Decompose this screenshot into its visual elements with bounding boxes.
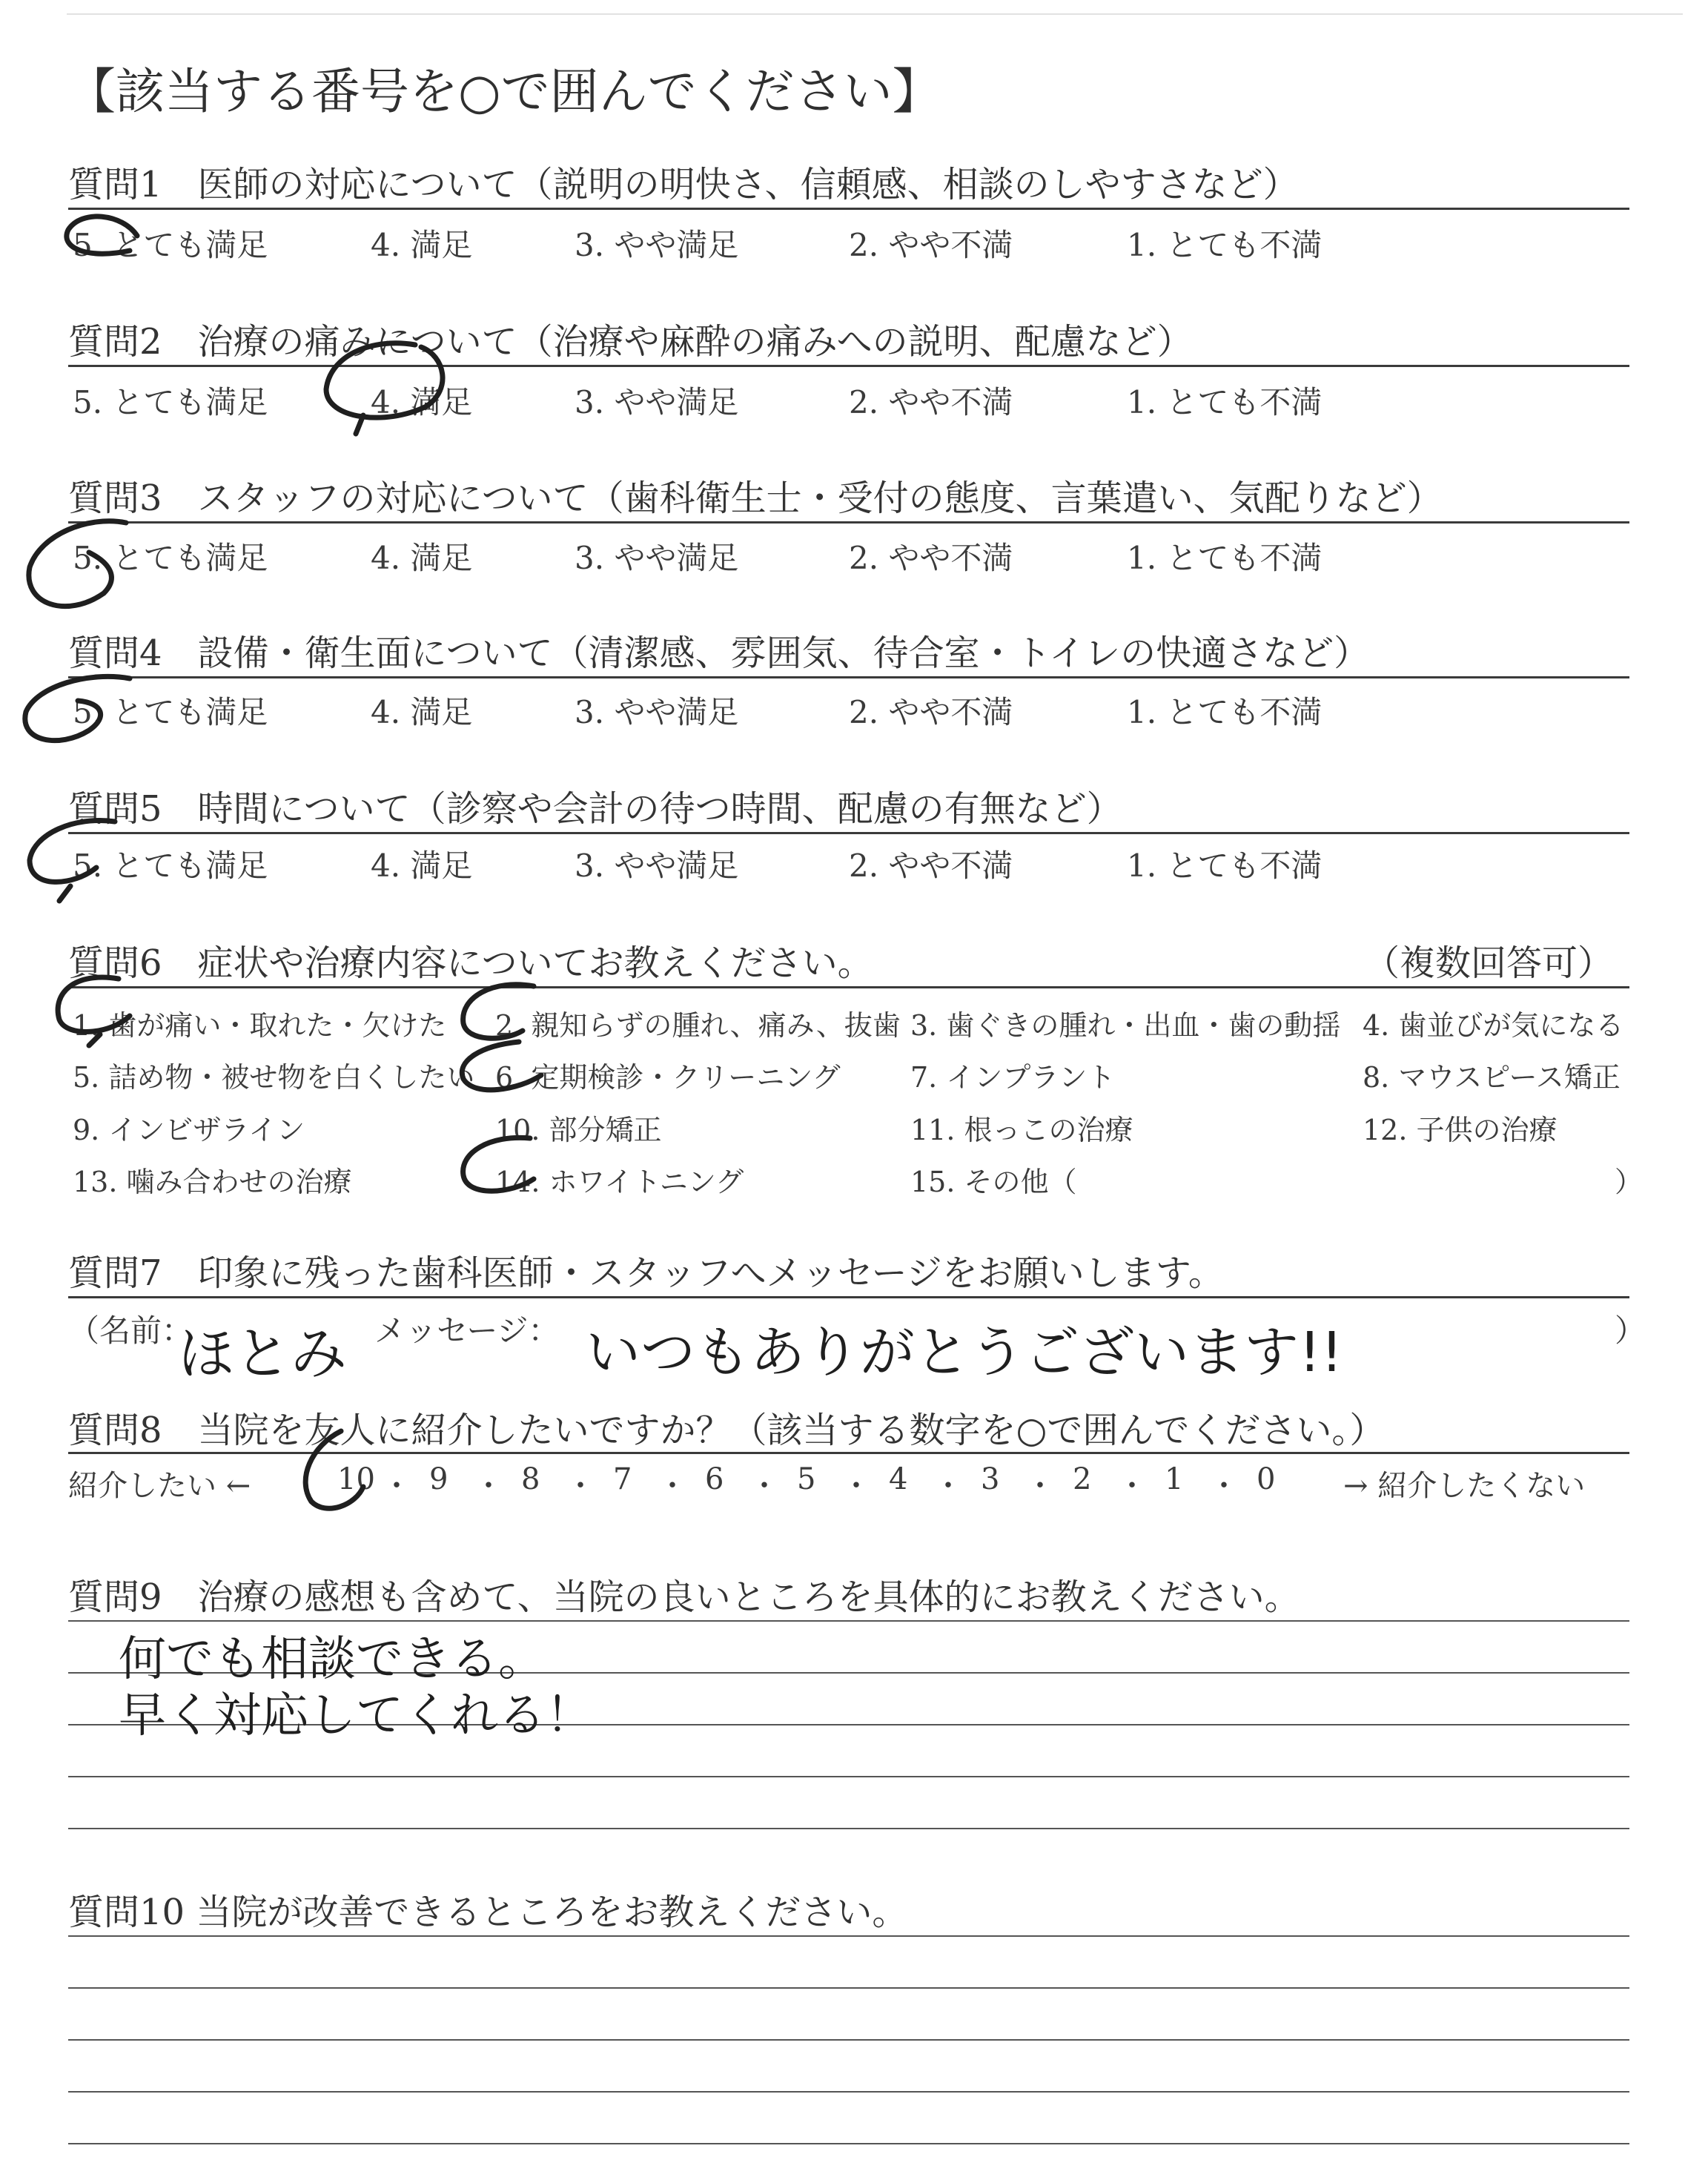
q6-option-8[interactable]: 8. マウスピース矯正 bbox=[1363, 1061, 1621, 1094]
q8-title: 質問8 当院を友人に紹介したいですか？（該当する数字を○で囲んでください。） bbox=[68, 1410, 1386, 1451]
q6-option-4[interactable]: 4. 歯並びが気になる bbox=[1363, 1009, 1624, 1042]
q4-option-4[interactable]: 4. 満足 bbox=[371, 694, 473, 730]
q10-title: 質問10 当院が改善できるところをお教えください。 bbox=[68, 1892, 908, 1933]
q6-option-5[interactable]: 5. 詰め物・被せ物を白くしたい bbox=[73, 1061, 475, 1094]
q8-scale-separator: ・ bbox=[566, 1469, 595, 1503]
q6-rule bbox=[68, 986, 1629, 988]
q5-option-1[interactable]: 1. とても不満 bbox=[1127, 848, 1323, 884]
q8-scale-separator: ・ bbox=[382, 1469, 411, 1503]
q7-name-handwritten[interactable]: ほとみ bbox=[178, 1321, 347, 1387]
q5-option-4[interactable]: 4. 満足 bbox=[371, 848, 473, 884]
q6-option-13[interactable]: 13. 噛み合わせの治療 bbox=[73, 1166, 352, 1198]
q2-title: 質問2 治療の痛みについて（治療や麻酔の痛みへの説明、配慮など） bbox=[68, 321, 1193, 363]
q3-option-4[interactable]: 4. 満足 bbox=[371, 540, 473, 576]
q8-scale-5[interactable]: 5 bbox=[797, 1462, 816, 1496]
q8-scale-7[interactable]: 7 bbox=[613, 1462, 632, 1496]
q2-option-1[interactable]: 1. とても不満 bbox=[1127, 384, 1323, 420]
q6-close-paren: ） bbox=[1615, 1166, 1644, 1198]
q8-scale-separator: ・ bbox=[474, 1469, 503, 1503]
q9-line-5 bbox=[68, 1828, 1629, 1829]
q8-scale-1[interactable]: 1 bbox=[1165, 1462, 1184, 1496]
q8-left-label: 紹介したい ← bbox=[68, 1469, 251, 1503]
q6-option-12[interactable]: 12. 子供の治療 bbox=[1363, 1114, 1558, 1146]
q8-scale-4[interactable]: 4 bbox=[889, 1462, 908, 1496]
q9-answer-line-2[interactable]: 早く対応してくれる！ bbox=[119, 1688, 593, 1743]
q8-scale-8[interactable]: 8 bbox=[521, 1462, 540, 1496]
q3-option-3[interactable]: 3. やや満足 bbox=[575, 540, 739, 576]
q8-scale-9[interactable]: 9 bbox=[429, 1462, 448, 1496]
q10-line-4 bbox=[68, 2091, 1629, 2093]
q2-option-3[interactable]: 3. やや満足 bbox=[575, 384, 739, 420]
q10-line-5 bbox=[68, 2143, 1629, 2144]
q2-rule bbox=[68, 365, 1629, 367]
q1-title: 質問1 医師の対応について（説明の明快さ、信頼感、相談のしやすさなど） bbox=[68, 164, 1299, 205]
q8-scale-separator: ・ bbox=[658, 1469, 687, 1503]
q8-scale-0[interactable]: 0 bbox=[1257, 1462, 1276, 1496]
q2-option-4[interactable]: 4. 満足 bbox=[371, 384, 473, 420]
q8-right-label: → 紹介したくない bbox=[1343, 1469, 1586, 1503]
q3-option-5[interactable]: 5. とても満足 bbox=[73, 540, 268, 576]
q8-scale-3[interactable]: 3 bbox=[981, 1462, 1000, 1496]
q10-line-2 bbox=[68, 1987, 1629, 1989]
q3-option-1[interactable]: 1. とても不満 bbox=[1127, 540, 1323, 576]
q7-rule bbox=[68, 1296, 1629, 1298]
q4-option-5[interactable]: 5. とても満足 bbox=[73, 694, 268, 730]
q2-option-2[interactable]: 2. やや不満 bbox=[849, 384, 1013, 420]
q8-scale-6[interactable]: 6 bbox=[705, 1462, 724, 1496]
q6-option-11[interactable]: 11. 根っこの治療 bbox=[910, 1114, 1133, 1146]
q10-line-3 bbox=[68, 2039, 1629, 2041]
q8-scale-separator: ・ bbox=[1117, 1469, 1147, 1503]
q10-line-1 bbox=[68, 1935, 1629, 1937]
q7-message-handwritten[interactable]: いつもありがとうございます!! bbox=[586, 1321, 1343, 1384]
q4-option-3[interactable]: 3. やや満足 bbox=[575, 694, 739, 730]
q4-option-2[interactable]: 2. やや不満 bbox=[849, 694, 1013, 730]
q1-rule bbox=[68, 208, 1629, 210]
q6-option-2[interactable]: 2. 親知らずの腫れ、痛み、抜歯 bbox=[495, 1009, 901, 1042]
q7-message-label: メッセージ： bbox=[374, 1312, 560, 1349]
q7-title: 質問7 印象に残った歯科医師・スタッフへメッセージをお願いします。 bbox=[68, 1252, 1224, 1294]
q5-option-3[interactable]: 3. やや満足 bbox=[575, 848, 739, 884]
q6-option-10[interactable]: 10. 部分矯正 bbox=[495, 1114, 662, 1146]
q6-option-7[interactable]: 7. インプラント bbox=[910, 1061, 1116, 1094]
q3-rule bbox=[68, 521, 1629, 524]
q8-scale-separator: ・ bbox=[749, 1469, 779, 1503]
q3-title: 質問3 スタッフの対応について（歯科衛生士・受付の態度、言葉遣い、気配りなど） bbox=[68, 478, 1443, 519]
q1-option-5[interactable]: 5. とても満足 bbox=[73, 227, 268, 263]
q8-scale-separator: ・ bbox=[1025, 1469, 1055, 1503]
q8-scale-2[interactable]: 2 bbox=[1073, 1462, 1092, 1496]
q6-title: 質問6 症状や治療内容についてお教えください。 bbox=[68, 942, 873, 984]
q5-option-2[interactable]: 2. やや不満 bbox=[849, 848, 1013, 884]
q2-option-5[interactable]: 5. とても満足 bbox=[73, 384, 268, 420]
q4-rule bbox=[68, 676, 1629, 678]
form-header: 【該当する番号を○で囲んでください】 bbox=[67, 63, 941, 120]
q7-name-label: （名前： bbox=[68, 1312, 193, 1349]
q6-option-6[interactable]: 6. 定期検診・クリーニング bbox=[495, 1061, 841, 1094]
q9-title: 質問9 治療の感想も含めて、当院の良いところを具体的にお教えください。 bbox=[68, 1576, 1300, 1618]
top-border bbox=[67, 13, 1683, 15]
q7-close-paren: ） bbox=[1615, 1312, 1646, 1349]
q1-option-4[interactable]: 4. 満足 bbox=[371, 227, 473, 263]
q9-answer-line-1[interactable]: 何でも相談できる。 bbox=[119, 1632, 546, 1687]
q6-option-14[interactable]: 14. ホワイトニング bbox=[495, 1166, 744, 1198]
q3-option-2[interactable]: 2. やや不満 bbox=[849, 540, 1013, 576]
q8-rule bbox=[68, 1452, 1629, 1454]
q4-title: 質問4 設備・衛生面について（清潔感、雰囲気、待合室・トイレの快適さなど） bbox=[68, 633, 1370, 674]
q8-scale-separator: ・ bbox=[1209, 1469, 1239, 1503]
q5-title: 質問5 時間について（診察や会計の待つ時間、配慮の有無など） bbox=[68, 788, 1122, 830]
q8-scale-separator: ・ bbox=[933, 1469, 963, 1503]
q9-line-4 bbox=[68, 1776, 1629, 1777]
q4-option-1[interactable]: 1. とても不満 bbox=[1127, 694, 1323, 730]
q5-rule bbox=[68, 832, 1629, 834]
q8-scale-10[interactable]: 10 bbox=[337, 1462, 375, 1496]
q8-scale-separator: ・ bbox=[841, 1469, 871, 1503]
q5-option-5[interactable]: 5. とても満足 bbox=[73, 848, 268, 884]
q6-option-1[interactable]: 1. 歯が痛い・取れた・欠けた bbox=[73, 1009, 447, 1042]
q1-option-1[interactable]: 1. とても不満 bbox=[1127, 227, 1323, 263]
q6-option-15[interactable]: 15. その他（ bbox=[910, 1166, 1077, 1198]
q1-option-3[interactable]: 3. やや満足 bbox=[575, 227, 739, 263]
q6-option-3[interactable]: 3. 歯ぐきの腫れ・出血・歯の動揺 bbox=[910, 1009, 1341, 1042]
q1-option-2[interactable]: 2. やや不満 bbox=[849, 227, 1013, 263]
q6-option-9[interactable]: 9. インビザライン bbox=[73, 1114, 305, 1146]
q6-note: （複数回答可） bbox=[1364, 942, 1614, 984]
